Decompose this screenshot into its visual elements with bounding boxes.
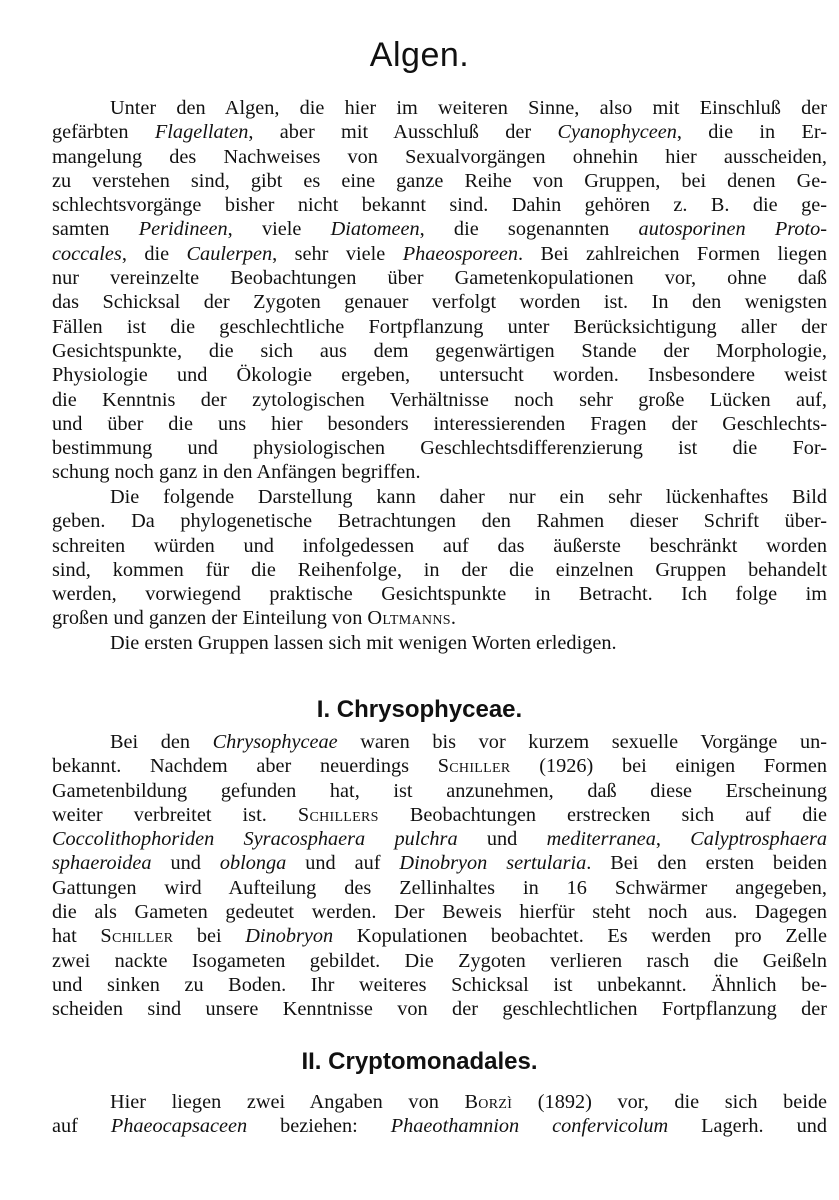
text-run: Die ersten Gruppen lassen sich mit wenigen Worten erledigen. — [110, 632, 617, 654]
text-run: bestimmung und physiologischen Geschlechtsdifferenzierung ist die For- — [52, 437, 827, 460]
text-line — [52, 388, 827, 412]
section-heading-chrysophyceae: I. Chrysophyceae. — [316, 696, 523, 723]
text-run: schlechtsvorgänge bisher nicht bekannt sind. Dahin gehören z. B. die ge- — [52, 194, 827, 217]
text-run: . Bei den ersten beiden — [586, 852, 827, 875]
author-name: Schillers — [297, 803, 379, 826]
text-run: beziehen: — [247, 1115, 391, 1138]
text-run: Unter den Algen, die hier im weiteren Sinne, also mit Einschluß der — [110, 97, 827, 119]
text-run: und sinken zu Boden. Ihr weiteres Schicksal ist unbekannt. Ähnlich be- — [52, 973, 827, 996]
text-run: (1926) bei einigen Formen — [510, 755, 827, 778]
intro-paragraph — [52, 96, 827, 485]
text-line — [52, 120, 827, 144]
text-run: , die sogenannten — [419, 218, 639, 241]
italic-term: coccales — [52, 242, 122, 265]
text-run: mangelung des Nachweises von Sexualvorgängen ohnehin hier ausscheiden, — [52, 145, 827, 168]
text-line — [52, 436, 827, 460]
text-run: samten — [52, 218, 139, 241]
text-line — [52, 412, 827, 436]
third-paragraph — [52, 631, 827, 655]
text-line — [52, 779, 827, 803]
text-line — [52, 145, 827, 169]
text-run: , viele — [227, 218, 331, 241]
text-run: . — [450, 607, 456, 630]
italic-term: Diatomeen — [330, 218, 420, 241]
text-run: nur vereinzelte Beobachtungen über Gametenkopulationen vor, ohne daß — [52, 267, 827, 290]
text-line — [52, 193, 827, 217]
text-run: schreiten würden und infolgedessen auf das äußerste beschränkt worden — [52, 534, 827, 557]
text-line — [52, 558, 827, 582]
text-run: waren bis vor kurzem sexuelle Vorgänge un- — [337, 731, 827, 753]
text-run: Gattungen wird Aufteilung des Zellinhaltes in 16 Schwärmer angegeben, — [52, 876, 827, 899]
text-run: sind, kommen für die Reihenfolge, in der die einzelnen Gruppen behandelt — [52, 558, 827, 581]
text-run: werden, vorwiegend praktische Gesichtspunkte in Betracht. Ich folge im — [52, 583, 827, 606]
text-line — [52, 169, 827, 193]
text-run: die als Gameten gedeutet werden. Der Beweis hierfür steht noch aus. Dagegen — [52, 901, 827, 924]
text-run: Beobachtungen erstrecken sich auf die — [378, 803, 827, 826]
text-line — [52, 997, 827, 1021]
italic-term: Caulerpen — [186, 242, 273, 265]
text-run: bekannt. Nachdem aber neuerdings — [52, 755, 438, 778]
text-line — [52, 803, 827, 827]
text-line — [52, 266, 827, 290]
text-run: zu verstehen sind, gibt es eine ganze Reihe von Gruppen, bei denen Ge- — [52, 169, 827, 192]
italic-term: Calyptrosphaera — [690, 828, 827, 851]
text-run: schung noch ganz in den Anfängen begriffen. — [52, 461, 421, 484]
text-line — [52, 485, 827, 509]
text-run: Bei den — [110, 731, 213, 753]
italic-term: Coccolithophoriden Syracosphaera pulchra — [52, 828, 458, 851]
text-run: und — [151, 852, 220, 875]
text-line — [52, 900, 827, 924]
italic-term: autosporinen Proto- — [638, 218, 828, 241]
text-run: hat — [52, 925, 101, 948]
second-paragraph — [52, 485, 827, 631]
text-line — [52, 217, 827, 241]
text-line — [52, 534, 827, 558]
text-run: , — [655, 828, 691, 851]
text-run: die Kenntnis der zytologischen Verhältnisse noch sehr große Lücken auf, — [52, 388, 827, 411]
italic-term: Peridineen — [138, 218, 228, 241]
author-name: Schiller — [437, 755, 511, 778]
text-run: Gametenbildung gefunden hat, ist anzunehmen, daß diese Erscheinung — [52, 779, 827, 802]
italic-term: Chrysophyceae — [212, 731, 338, 753]
text-run: und über die uns hier besonders interessierenden Fragen der Geschlechts- — [52, 412, 827, 435]
text-run: weiter verbreitet ist. — [52, 803, 298, 826]
text-run: Lagerh. und — [668, 1115, 828, 1138]
text-line — [52, 1090, 827, 1114]
text-run: , die in Er- — [676, 121, 828, 144]
italic-term: sphaeroidea — [52, 852, 152, 875]
text-run: scheiden sind unsere Kenntnisse von der geschlechtlichen Fortpflanzung der — [52, 998, 827, 1021]
italic-term: mediterranea — [546, 828, 656, 851]
text-run: Physiologie und Ökologie ergeben, untersucht worden. Insbesondere weist — [52, 364, 827, 387]
text-run: das Schicksal der Zygoten genauer verfolgt worden ist. In den wenigsten — [52, 291, 827, 314]
chrysophyceae-paragraph — [52, 730, 827, 1022]
text-line — [52, 730, 827, 754]
text-line — [52, 754, 827, 778]
text-line — [52, 631, 827, 655]
text-line — [52, 96, 827, 120]
text-line — [52, 606, 827, 630]
italic-term: Dinobryon — [245, 925, 334, 948]
text-run: , die — [121, 242, 187, 265]
text-line — [52, 509, 827, 533]
page-title: Algen. — [369, 36, 470, 74]
italic-term: Flagellaten — [154, 121, 249, 144]
section-heading-cryptomonadales: II. Cryptomonadales. — [301, 1048, 538, 1075]
text-run: und auf — [286, 852, 400, 875]
text-run: großen und ganzen der Einteilung von — [52, 607, 368, 630]
text-run: . Bei zahlreichen Formen liegen — [517, 242, 828, 265]
text-line — [52, 827, 827, 851]
text-line — [52, 973, 827, 997]
text-run: bei — [173, 925, 246, 948]
italic-term: Phaeocapsaceen — [110, 1115, 248, 1138]
text-line — [52, 876, 827, 900]
italic-term: oblonga — [219, 852, 287, 875]
author-name: Schiller — [100, 925, 174, 948]
italic-term: Cyanophyceen — [557, 121, 677, 144]
author-name: Borzì — [464, 1091, 513, 1113]
text-run: geben. Da phylogenetische Betrachtungen den Rahmen dieser Schrift über- — [52, 510, 827, 533]
text-line — [52, 924, 827, 948]
text-run: Gesichtspunkte, die sich aus dem gegenwärtigen Stande der Morphologie, — [52, 339, 827, 362]
text-run: (1892) vor, die sich beide — [512, 1091, 827, 1113]
text-line — [52, 242, 827, 266]
author-name: Oltmanns — [367, 607, 451, 630]
text-line — [52, 1114, 827, 1138]
text-run: gefärbten — [52, 121, 155, 144]
italic-term: Dinobryon sertularia — [399, 852, 587, 875]
text-line — [52, 582, 827, 606]
cryptomonadales-paragraph — [52, 1090, 827, 1139]
text-run: Die folgende Darstellung kann daher nur ein sehr lückenhaftes Bild — [110, 486, 827, 508]
text-line — [52, 290, 827, 314]
text-line — [52, 363, 827, 387]
text-run: zwei nackte Isogameten gebildet. Die Zygoten verlieren rasch die Geißeln — [52, 949, 827, 972]
text-run: Fällen ist die geschlechtliche Fortpflanzung unter Berücksichtigung aller der — [52, 315, 827, 338]
text-run: Hier liegen zwei Angaben von — [110, 1091, 465, 1113]
text-run: , sehr viele — [272, 242, 403, 265]
text-run: Kopulationen beobachtet. Es werden pro Zelle — [333, 925, 827, 948]
italic-term: Phaeosporeen — [402, 242, 518, 265]
text-line — [52, 339, 827, 363]
text-line — [52, 315, 827, 339]
italic-term: Phaeothamnion confervicolum — [390, 1115, 669, 1138]
text-run: und — [457, 828, 547, 851]
text-line — [52, 949, 827, 973]
text-line — [52, 460, 827, 484]
text-line — [52, 851, 827, 875]
text-run: , aber mit Ausschluß der — [248, 121, 558, 144]
text-run: auf — [52, 1115, 111, 1138]
